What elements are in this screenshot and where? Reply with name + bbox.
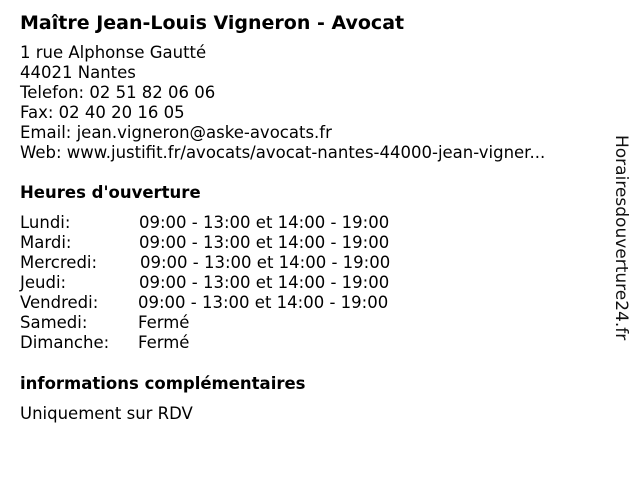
opening-hours-heading: Heures d'ouverture — [20, 183, 201, 202]
day-label: Vendredi: — [20, 293, 99, 312]
time-range: 09:00 - 13:00 et 14:00 - 19:00 — [139, 233, 390, 252]
time-range: 09:00 - 13:00 et 14:00 - 19:00 — [139, 213, 390, 232]
day-label: Mardi: — [20, 233, 72, 252]
day-label: Jeudi: — [20, 273, 67, 292]
time-range: Fermé — [138, 313, 190, 332]
street-address: 1 rue Alphonse Gautté — [20, 43, 207, 62]
time-range: 09:00 - 13:00 et 14:00 - 19:00 — [139, 273, 390, 292]
day-label: Samedi: — [20, 313, 88, 332]
additional-info-heading: informations complémentaires — [20, 374, 306, 393]
time-range: 09:00 - 13:00 et 14:00 - 19:00 — [140, 253, 391, 272]
day-label: Lundi: — [20, 213, 71, 232]
contact-block — [20, 43, 545, 163]
day-label: Dimanche: — [20, 333, 110, 352]
website-link: Web: www.justifit.fr/avocats/avocat-nantes-44000-jean-vigner... — [20, 143, 546, 162]
time-range: 09:00 - 13:00 et 14:00 - 19:00 — [138, 293, 389, 312]
time-range: Fermé — [138, 333, 190, 352]
day-label: Mercredi: — [20, 253, 98, 272]
city-address: 44021 Nantes — [20, 63, 136, 82]
email-address: Email: jean.vigneron@aske-avocats.fr — [20, 123, 332, 142]
phone-number: Telefon: 02 51 82 06 06 — [20, 83, 216, 102]
page-title: Maître Jean-Louis Vigneron - Avocat — [20, 12, 405, 34]
fax-number: Fax: 02 40 20 16 05 — [20, 103, 185, 122]
site-brand-watermark: Horairesdouverture24.fr — [611, 135, 631, 341]
additional-info-text: Uniquement sur RDV — [20, 404, 193, 423]
